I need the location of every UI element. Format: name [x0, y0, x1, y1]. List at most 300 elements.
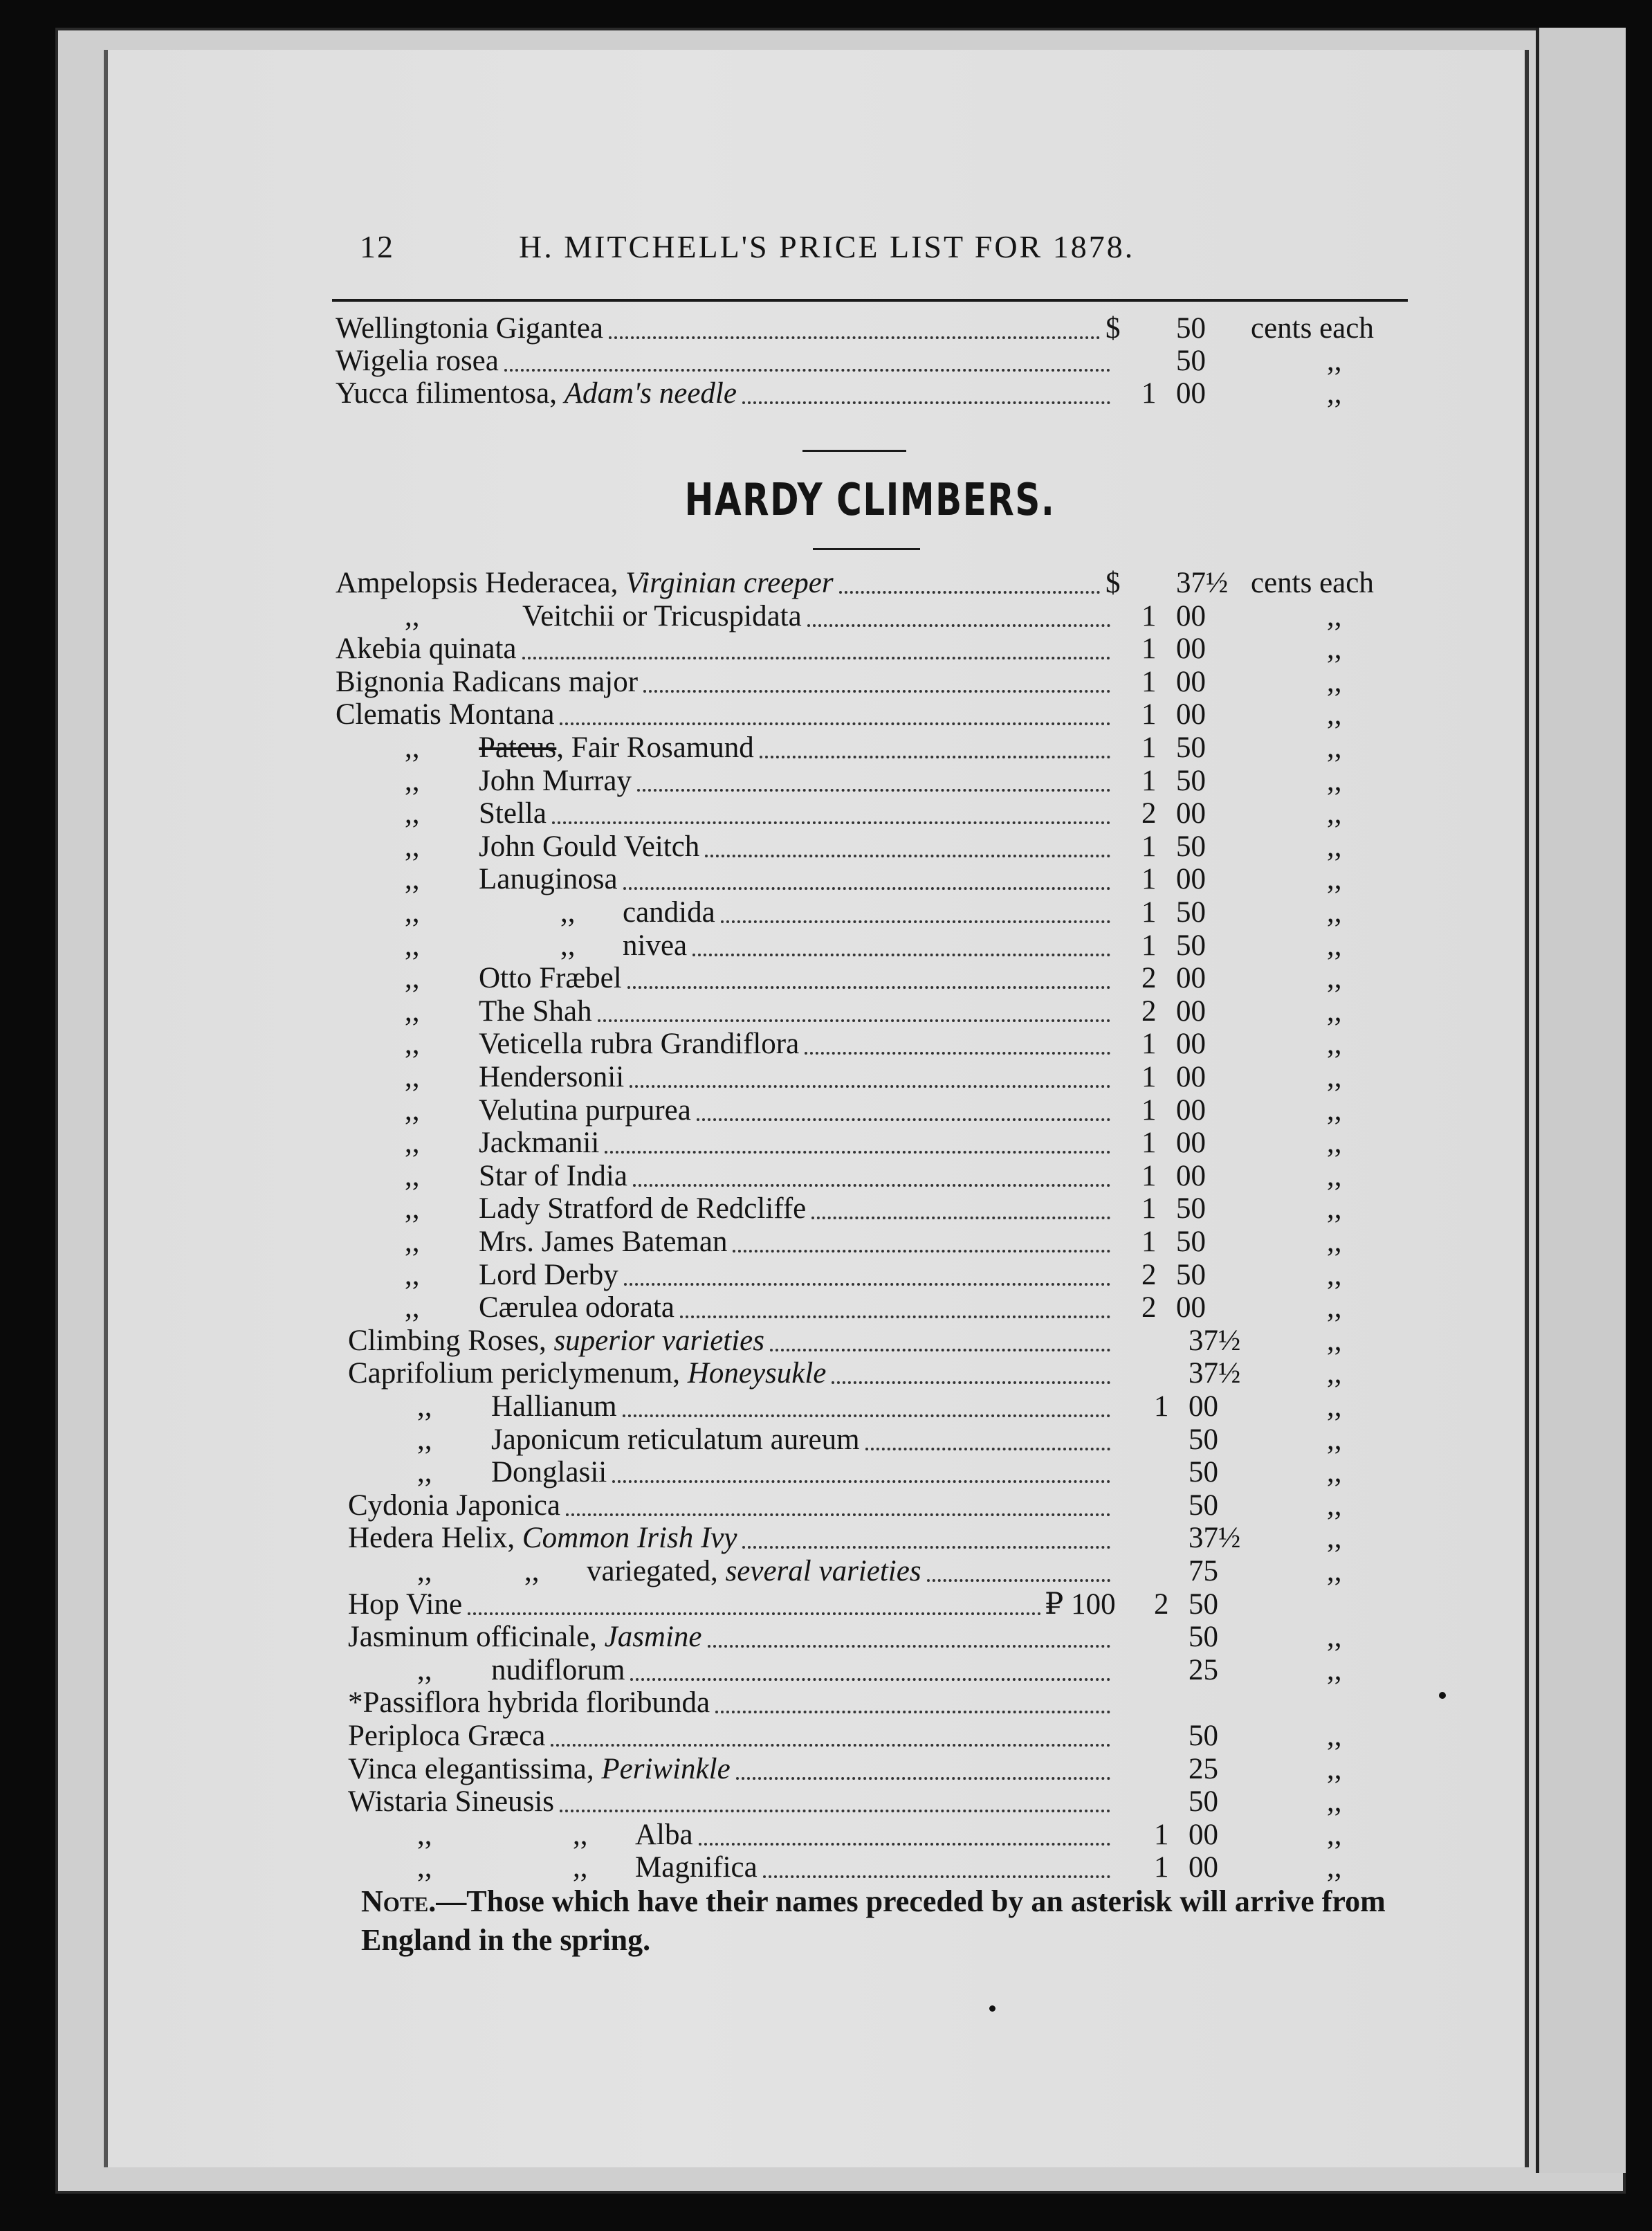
price-dollars: 1 — [1141, 665, 1157, 698]
price-cents: 50 — [1176, 731, 1206, 764]
item-name — [348, 1720, 545, 1752]
item-name-text: Alba — [635, 1818, 693, 1851]
ditto-mark: ,, — [405, 731, 420, 764]
dot-leader — [733, 1250, 1110, 1253]
price-row — [0, 1193, 1652, 1225]
price-row — [0, 699, 1652, 731]
ditto-mark: ,, — [417, 1423, 432, 1456]
ditto-mark: ,, — [1327, 1390, 1342, 1423]
ditto-mark: ,, — [1327, 1028, 1342, 1061]
struck-word: Pateus — [479, 731, 557, 764]
price-cents: 00 — [1176, 962, 1206, 995]
item-name-text: variegated, — [587, 1555, 726, 1587]
item-name — [522, 601, 802, 632]
item-name-text: Stella — [479, 797, 547, 830]
item-name-text: Wigelia rosea — [336, 345, 499, 377]
item-name-text: Veitchii or Tricuspidata — [522, 599, 802, 632]
price-cents: 50 — [1176, 764, 1206, 797]
dot-leader — [643, 690, 1110, 693]
ditto-mark: ,, — [560, 896, 576, 929]
item-name — [491, 1391, 617, 1423]
ditto-mark: ,, — [1327, 1522, 1342, 1555]
price-cents: 50 — [1188, 1423, 1218, 1456]
price-row — [0, 1391, 1652, 1423]
dot-leader — [552, 821, 1110, 824]
price-dollars: 1 — [1154, 1390, 1169, 1423]
page-number: 12 — [360, 229, 394, 264]
price-row — [0, 1621, 1652, 1653]
ditto-mark: ,, — [405, 896, 420, 929]
price-cents: 50 — [1188, 1621, 1218, 1654]
price-cents: 50 — [1188, 1785, 1218, 1819]
price-cents: 50 — [1176, 929, 1206, 962]
price-dollars: 2 — [1154, 1587, 1169, 1621]
price-cents: 00 — [1176, 797, 1206, 830]
price-cents: 00 — [1176, 1093, 1206, 1127]
item-name-text: Jasminum officinale, — [348, 1621, 605, 1654]
ditto-mark: ,, — [405, 1159, 420, 1192]
ditto-mark: ,, — [1327, 962, 1342, 995]
item-name-text: , Fair Rosamund — [556, 731, 754, 764]
item-name — [348, 1490, 560, 1522]
item-name-text: Jackmanii — [479, 1127, 600, 1160]
price-cents: 50 — [1188, 1720, 1218, 1752]
price-dollars: 1 — [1141, 377, 1157, 410]
price-row — [0, 1589, 1652, 1621]
ditto-mark: ,, — [417, 1555, 432, 1587]
ditto-mark: ,, — [405, 764, 420, 797]
price-row — [0, 1358, 1652, 1390]
dot-leader — [623, 887, 1110, 890]
dot-leader — [566, 1513, 1110, 1516]
price-dollars: 1 — [1141, 896, 1157, 929]
ditto-mark: ,, — [417, 1851, 432, 1884]
price-cents: 50 — [1176, 1192, 1206, 1226]
price-cents: 37½ — [1188, 1324, 1241, 1357]
dot-leader — [805, 1052, 1110, 1055]
item-name-text: Donglasii — [491, 1456, 607, 1489]
ditto-mark: ,, — [1327, 1785, 1342, 1819]
item-name-italic: Common Irish Ivy — [522, 1522, 737, 1555]
item-name-italic: Periwinkle — [601, 1752, 731, 1785]
item-name-italic: Virginian creeper — [625, 567, 834, 599]
price-cents: 25 — [1188, 1653, 1218, 1686]
price-row — [0, 1457, 1652, 1488]
ditto-mark: ,, — [1327, 1752, 1342, 1785]
item-name — [491, 1457, 607, 1488]
price-cents: 00 — [1176, 1127, 1206, 1160]
dollar-sign: $ — [1105, 312, 1121, 345]
dot-leader — [742, 1546, 1110, 1549]
price-cents: 00 — [1176, 863, 1206, 896]
item-name — [479, 1062, 624, 1093]
ditto-mark: ,, — [1327, 1226, 1342, 1258]
ditto-mark: ,, — [405, 1291, 420, 1324]
dot-leader — [721, 920, 1110, 923]
price-cents: 50 — [1188, 1456, 1218, 1489]
price-cents: 00 — [1176, 1061, 1206, 1093]
section-rule-bottom — [813, 548, 920, 550]
item-name-text: Akebia quinata — [336, 632, 517, 666]
ditto-mark: ,, — [1327, 698, 1342, 731]
price-cents: 37½ — [1188, 1357, 1241, 1390]
price-dollars: 1 — [1141, 1192, 1157, 1226]
item-name-text: nudiflorum — [491, 1653, 625, 1686]
dot-leader — [760, 756, 1110, 758]
ditto-mark: ,, — [1327, 1258, 1342, 1291]
item-name — [348, 1621, 702, 1653]
item-name — [479, 864, 618, 895]
price-row — [0, 601, 1652, 632]
dot-leader — [522, 657, 1111, 659]
dot-leader — [736, 1777, 1110, 1780]
dot-leader — [605, 1151, 1110, 1154]
dot-leader — [770, 1349, 1110, 1351]
item-name — [479, 963, 622, 994]
item-name-text: Caprifolium periclymenum, — [348, 1357, 688, 1390]
item-name-text: The Shah — [479, 994, 592, 1028]
ditto-mark: ,, — [417, 1818, 432, 1851]
ditto-mark: ,, — [405, 1061, 420, 1093]
dollar-sign: $ — [1105, 567, 1121, 599]
ditto-mark: ,, — [1327, 797, 1342, 830]
price-cents: 50 — [1176, 312, 1206, 345]
price-row — [0, 732, 1652, 764]
price-cents: 50 — [1188, 1587, 1218, 1621]
ditto-mark: ,, — [1327, 1720, 1342, 1752]
item-name — [336, 345, 499, 377]
footnote — [361, 1882, 1440, 1960]
item-name — [348, 1325, 764, 1357]
price-row — [0, 1062, 1652, 1093]
item-name — [348, 1589, 462, 1621]
item-name — [491, 1424, 860, 1456]
ditto-mark: ,, — [1327, 1423, 1342, 1456]
item-name — [336, 699, 554, 731]
dot-leader — [612, 1480, 1110, 1483]
ditto-mark: ,, — [1327, 764, 1342, 797]
item-name — [479, 765, 632, 797]
price-row — [0, 1127, 1652, 1159]
dot-leader — [705, 855, 1110, 857]
ditto-mark: ,, — [1327, 1192, 1342, 1226]
section-rule-top — [802, 450, 906, 452]
ditto-mark: ,, — [405, 1226, 420, 1258]
dot-leader — [832, 1381, 1110, 1384]
price-dollars: 1 — [1141, 863, 1157, 896]
item-name-italic: Jasmine — [604, 1621, 702, 1654]
price-row — [0, 1556, 1652, 1587]
ditto-mark: ,, — [405, 830, 420, 863]
price-row — [0, 1325, 1652, 1357]
ditto-mark: ,, — [405, 929, 420, 962]
price-cents: 00 — [1176, 377, 1206, 410]
price-cents: 50 — [1176, 896, 1206, 929]
price-row — [0, 1754, 1652, 1785]
item-name-text: Hedera Helix, — [348, 1522, 522, 1555]
dot-leader — [630, 1678, 1110, 1681]
price-row — [0, 633, 1652, 665]
dot-leader — [624, 1283, 1110, 1286]
item-name — [348, 1522, 737, 1554]
price-cents: 75 — [1188, 1555, 1218, 1587]
ditto-mark: ,, — [1327, 994, 1342, 1028]
ditto-mark: ,, — [1327, 1291, 1342, 1324]
price-row — [0, 1424, 1652, 1456]
item-name — [336, 567, 834, 599]
item-name-text: Climbing Roses, — [348, 1324, 554, 1357]
item-name — [479, 996, 592, 1028]
price-row — [0, 1687, 1652, 1719]
item-name-italic: Honeysukle — [687, 1357, 827, 1390]
price-dollars: 1 — [1141, 599, 1157, 632]
price-dollars: 1 — [1141, 1028, 1157, 1061]
footnote-text: —Those which have their names preceded by an asterisk will arrive from England in the spring. — [361, 1884, 1386, 1957]
item-name-text: Lady Stratford de Redcliffe — [479, 1192, 807, 1226]
item-name — [336, 378, 737, 410]
ditto-mark: ,, — [1327, 1456, 1342, 1489]
price-dollars: 2 — [1141, 797, 1157, 830]
item-name — [479, 1292, 674, 1324]
price-cents: 50 — [1176, 345, 1206, 377]
item-name — [479, 1127, 599, 1159]
item-name — [479, 732, 754, 764]
price-row — [0, 831, 1652, 863]
dot-leader — [551, 1744, 1110, 1747]
item-name — [491, 1655, 625, 1686]
item-name-text: Lanuginosa — [479, 863, 618, 896]
ditto-mark: ,, — [1327, 1555, 1342, 1587]
item-name — [479, 1095, 691, 1127]
dot-leader — [807, 624, 1110, 627]
ditto-mark: ,, — [1327, 1159, 1342, 1192]
item-name — [479, 831, 699, 863]
price-row — [0, 1720, 1652, 1752]
scan-speck — [989, 2005, 995, 2012]
price-row — [0, 1490, 1652, 1522]
item-name — [623, 897, 715, 929]
price-unit: cents each — [1251, 567, 1374, 599]
ditto-mark: ,, — [405, 1028, 420, 1061]
dot-leader — [598, 1019, 1110, 1022]
ditto-mark: ,, — [405, 962, 420, 995]
price-row — [0, 378, 1652, 410]
price-cents: 00 — [1176, 599, 1206, 632]
price-unit: cents each — [1251, 312, 1374, 345]
price-dollars: 2 — [1141, 962, 1157, 995]
item-name-text: Wellingtonia Gigantea — [336, 312, 603, 345]
ditto-mark: ,, — [405, 599, 420, 632]
ditto-mark: ,, — [573, 1818, 588, 1851]
dot-leader — [560, 1810, 1110, 1812]
item-name-text: John Gould Veitch — [479, 830, 700, 863]
item-name-text: *Passiflora hybrida floribunda — [348, 1686, 710, 1720]
item-name-text: Clematis Montana — [336, 698, 555, 731]
page-header — [360, 228, 1384, 277]
dot-leader — [715, 1711, 1110, 1713]
ditto-mark: ,, — [1327, 1851, 1342, 1884]
item-name — [479, 1226, 727, 1258]
ditto-mark: ,, — [1327, 830, 1342, 863]
price-cents: 00 — [1188, 1818, 1218, 1851]
price-cents: 00 — [1176, 1159, 1206, 1192]
item-name — [587, 1556, 921, 1587]
item-name — [479, 1028, 799, 1060]
item-name-italic: Adam's needle — [564, 377, 737, 410]
item-name-text: Hendersonii — [479, 1061, 625, 1093]
price-cents: 37½ — [1176, 567, 1229, 599]
dot-leader — [637, 789, 1110, 792]
price-cents: 25 — [1188, 1752, 1218, 1785]
ditto-mark: ,, — [405, 797, 420, 830]
ditto-mark: ,, — [405, 994, 420, 1028]
item-name-text: Veticella rubra Grandiflora — [479, 1028, 800, 1061]
ditto-mark: ,, — [1327, 1488, 1342, 1522]
price-dollars: 1 — [1141, 764, 1157, 797]
price-row — [0, 345, 1652, 377]
price-row — [0, 765, 1652, 797]
price-dollars: 1 — [1154, 1851, 1169, 1884]
dot-leader — [504, 369, 1110, 372]
ditto-mark: ,, — [1327, 599, 1342, 632]
ditto-mark: ,, — [1327, 1324, 1342, 1357]
item-name-text: Periploca Græca — [348, 1720, 546, 1752]
item-name-text: Velutina purpurea — [479, 1093, 691, 1127]
price-dollars: 1 — [1141, 698, 1157, 731]
ditto-mark: ,, — [1327, 1061, 1342, 1093]
price-dollars: 1 — [1141, 1093, 1157, 1127]
price-cents: 00 — [1188, 1851, 1218, 1884]
price-row — [0, 963, 1652, 994]
ditto-mark: ,, — [417, 1653, 432, 1686]
price-cents: 00 — [1176, 1291, 1206, 1324]
item-name-text: Cydonia Japonica — [348, 1488, 560, 1522]
price-dollars: 1 — [1141, 632, 1157, 666]
price-row — [0, 313, 1652, 345]
ditto-mark: ,, — [560, 929, 576, 962]
ditto-mark: ,, — [1327, 632, 1342, 666]
price-dollars: 1 — [1141, 1127, 1157, 1160]
price-row — [0, 1852, 1652, 1884]
dot-leader — [680, 1315, 1110, 1318]
item-name — [336, 666, 638, 698]
item-name-text: Magnifica — [635, 1851, 758, 1884]
item-name-text: Star of India — [479, 1159, 627, 1192]
ditto-mark: ,, — [405, 1093, 420, 1127]
item-name-text: Lord Derby — [479, 1258, 618, 1291]
dot-leader — [560, 722, 1110, 725]
ditto-mark: ,, — [524, 1555, 540, 1587]
price-cents: 37½ — [1188, 1522, 1241, 1555]
price-cents: 00 — [1176, 994, 1206, 1028]
price-row — [0, 1786, 1652, 1818]
ditto-mark: ,, — [1327, 1653, 1342, 1686]
dot-leader — [692, 954, 1110, 956]
dot-leader — [630, 1085, 1110, 1088]
item-name — [479, 1259, 618, 1291]
price-row — [0, 897, 1652, 929]
ditto-mark: ,, — [1327, 1818, 1342, 1851]
price-row — [0, 1226, 1652, 1258]
ditto-mark: ,, — [573, 1851, 588, 1884]
ditto-mark: ,, — [1327, 731, 1342, 764]
price-cents: 00 — [1176, 632, 1206, 666]
item-name-text: Vinca elegantissima, — [348, 1752, 602, 1785]
item-name — [479, 1160, 627, 1192]
price-row — [0, 1160, 1652, 1192]
item-name-italic: superior varieties — [553, 1324, 765, 1357]
price-dollars: 2 — [1141, 1291, 1157, 1324]
dot-leader — [811, 1217, 1110, 1219]
price-dollars: 2 — [1141, 1258, 1157, 1291]
dot-leader — [927, 1579, 1110, 1582]
dot-leader — [627, 986, 1110, 989]
price-cents: 00 — [1176, 665, 1206, 698]
price-row — [0, 996, 1652, 1028]
price-dollars: 2 — [1141, 994, 1157, 1028]
price-cents: 00 — [1176, 1028, 1206, 1061]
item-name — [336, 313, 603, 345]
ditto-mark: ,, — [405, 1258, 420, 1291]
item-name-text: Wistaria Sineusis — [348, 1785, 555, 1819]
item-name-text: Bignonia Radicans major — [336, 665, 639, 698]
price-row — [0, 1292, 1652, 1324]
ditto-mark: ,, — [1327, 345, 1342, 377]
ditto-mark: ,, — [1327, 1127, 1342, 1160]
item-name-text: Japonicum reticulatum aureum — [491, 1423, 860, 1456]
dot-leader — [865, 1448, 1110, 1450]
item-name-text: nivea — [623, 929, 688, 962]
price-dollars: 1 — [1141, 731, 1157, 764]
ditto-mark: ,, — [405, 1127, 420, 1160]
dot-leader — [623, 1414, 1110, 1417]
ditto-mark: ,, — [1327, 896, 1342, 929]
price-dollars: 1 — [1141, 929, 1157, 962]
price-cents: 00 — [1176, 698, 1206, 731]
dot-leader — [839, 591, 1100, 594]
scan-speck — [1439, 1692, 1446, 1699]
price-dollars: 1 — [1154, 1818, 1169, 1851]
item-name — [348, 1358, 826, 1390]
item-name-text: Mrs. James Bateman — [479, 1226, 728, 1258]
ditto-mark: ,, — [405, 863, 420, 896]
ditto-mark: ,, — [417, 1456, 432, 1489]
ditto-mark: ,, — [1327, 1357, 1342, 1390]
price-dollars: 1 — [1141, 1061, 1157, 1093]
price-dollars: 1 — [1141, 1159, 1157, 1192]
item-name — [336, 633, 517, 665]
dot-leader — [708, 1645, 1110, 1648]
price-row — [0, 1028, 1652, 1060]
item-name — [479, 1193, 806, 1225]
price-cents: 50 — [1176, 1258, 1206, 1291]
item-name — [348, 1754, 731, 1785]
item-name — [348, 1687, 710, 1719]
page-title: H. MITCHELL'S PRICE LIST FOR 1878. — [519, 229, 1135, 264]
ditto-mark: ,, — [1327, 377, 1342, 410]
item-name-text: Otto Fræbel — [479, 962, 622, 995]
item-name-text: Yucca filimentosa, — [336, 377, 565, 410]
ditto-mark: ,, — [1327, 1093, 1342, 1127]
ditto-mark: ,, — [1327, 863, 1342, 896]
item-name-text: Hallianum — [491, 1390, 617, 1423]
ditto-mark: ,, — [405, 1192, 420, 1226]
item-name-text: Cærulea odorata — [479, 1291, 674, 1324]
section-title: HARDY CLIMBERS. — [684, 475, 1056, 526]
dot-leader — [609, 336, 1100, 339]
dot-leader — [468, 1612, 1041, 1615]
dot-leader — [742, 401, 1110, 404]
